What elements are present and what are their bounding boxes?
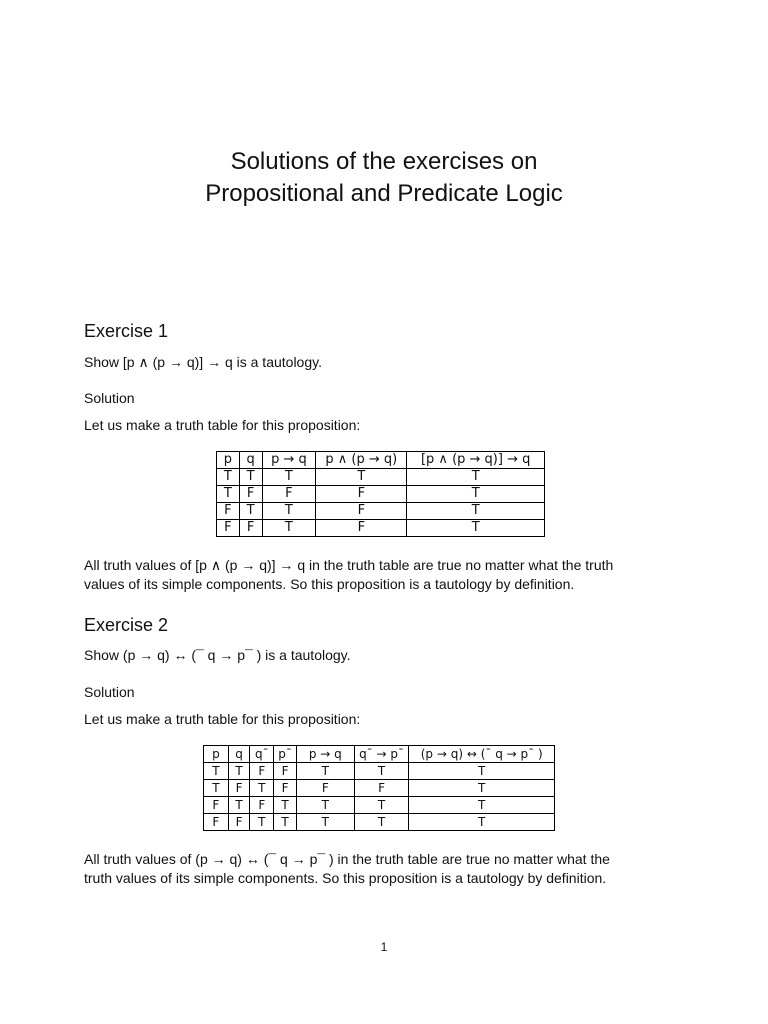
table-cell: T (239, 469, 262, 486)
table-row (217, 503, 545, 520)
table-cell: F (217, 503, 240, 520)
table-header-cell: q (228, 746, 250, 763)
table-row (217, 469, 545, 486)
table-cell: T (354, 763, 409, 780)
table-cell: F (239, 486, 262, 503)
exercise-1-statement: Show [p ∧ (p → q)] → q is a tautology. (84, 354, 322, 370)
exercise-1-solution-label: Solution (84, 390, 135, 406)
table-cell: T (407, 520, 545, 537)
exercise-2-conclusion-line-2: truth values of its simple components. So this proposition is a tautology by definition. (84, 870, 607, 886)
table-cell: T (296, 797, 354, 814)
title-line-1: Solutions of the exercises on (230, 148, 538, 175)
table-cell: F (250, 763, 274, 780)
table-header-row (204, 746, 555, 763)
table-header-cell: p (217, 452, 240, 469)
table-header-row (217, 452, 545, 469)
table-cell: T (239, 503, 262, 520)
table-row (217, 486, 545, 503)
truth-table-2 (203, 745, 555, 831)
page-number: 1 (380, 940, 388, 954)
table-row (204, 780, 555, 797)
table-cell: T (354, 797, 409, 814)
table-cell: T (407, 503, 545, 520)
table-cell: F (239, 520, 262, 537)
truth-table-1 (216, 451, 545, 537)
exercise-1-conclusion-line-1: All truth values of [p ∧ (p → q)] → q in the truth table are true no matter what the truth (84, 557, 614, 573)
table-cell: F (250, 797, 274, 814)
table-header-cell: p → q (262, 452, 316, 469)
table-cell: T (407, 469, 545, 486)
exercise-1-intro: Let us make a truth table for this proposition: (84, 417, 361, 433)
table-cell: T (250, 814, 274, 831)
table-cell: T (217, 486, 240, 503)
table-cell: T (228, 797, 250, 814)
table-cell: F (274, 763, 297, 780)
table-cell: T (407, 486, 545, 503)
table-cell: F (316, 503, 407, 520)
title-line-2: Propositional and Predicate Logic (205, 180, 563, 207)
table-cell: T (204, 780, 229, 797)
table-cell: F (354, 780, 409, 797)
table-cell: T (262, 520, 316, 537)
table-header-cell: p → q (296, 746, 354, 763)
table-cell: T (262, 469, 316, 486)
table-cell: T (250, 780, 274, 797)
table-cell: F (204, 797, 229, 814)
exercise-2-solution-label: Solution (84, 684, 135, 700)
table-cell: T (316, 469, 407, 486)
table-cell: F (262, 486, 316, 503)
table-header-cell: q¯ → p¯ (354, 746, 409, 763)
table-header-cell: [p ∧ (p → q)] → q (407, 452, 545, 469)
table-cell: F (316, 520, 407, 537)
table-header-cell: p (204, 746, 229, 763)
table-cell: F (204, 814, 229, 831)
table-row (217, 520, 545, 537)
table-header-cell: q (239, 452, 262, 469)
table-cell: T (217, 469, 240, 486)
table-header-cell: p¯ (274, 746, 297, 763)
table-cell: F (316, 486, 407, 503)
table-cell: T (409, 780, 555, 797)
table-header-cell: (p → q) ↔ (¯ q → p¯ ) (409, 746, 555, 763)
table-row (204, 763, 555, 780)
table-cell: F (296, 780, 354, 797)
table-cell: T (409, 763, 555, 780)
exercise-1-conclusion-line-2: values of its simple components. So this proposition is a tautology by definition. (84, 576, 575, 592)
table-cell: T (274, 814, 297, 831)
table-cell: T (409, 797, 555, 814)
table-cell: T (296, 814, 354, 831)
table-cell: T (274, 797, 297, 814)
table-cell: F (228, 814, 250, 831)
table-cell: F (217, 520, 240, 537)
table-row (204, 797, 555, 814)
exercise-2-conclusion-line-1: All truth values of (p → q) ↔ (¯ q → p¯ ) in the truth table are true no matter what the (84, 851, 610, 867)
exercise-2-heading: Exercise 2 (84, 615, 169, 635)
table-cell: T (262, 503, 316, 520)
exercise-2-intro: Let us make a truth table for this proposition: (84, 711, 361, 727)
exercise-2-statement: Show (p → q) ↔ (¯ q → p¯ ) is a tautology. (84, 647, 351, 663)
exercise-1-heading: Exercise 1 (84, 321, 169, 341)
table-cell: F (228, 780, 250, 797)
table-cell: T (409, 814, 555, 831)
table-header-cell: q¯ (250, 746, 274, 763)
table-cell: F (274, 780, 297, 797)
table-cell: T (296, 763, 354, 780)
table-cell: T (354, 814, 409, 831)
table-cell: T (228, 763, 250, 780)
table-header-cell: p ∧ (p → q) (316, 452, 407, 469)
table-cell: T (204, 763, 229, 780)
table-row (204, 814, 555, 831)
